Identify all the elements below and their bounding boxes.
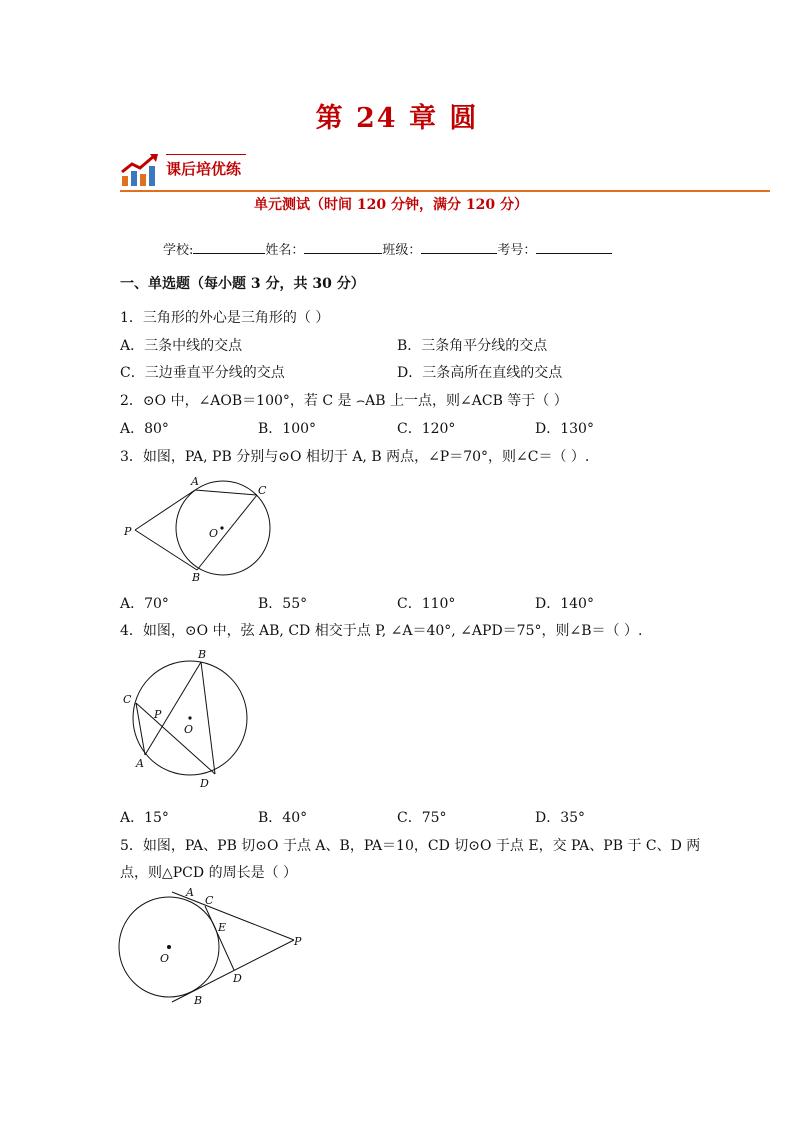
q3-figure bbox=[115, 472, 285, 587]
student-info-line bbox=[163, 239, 612, 258]
q5-label-p: P bbox=[294, 935, 302, 948]
q4-label-d: D bbox=[200, 777, 209, 790]
q5-label-o: O bbox=[160, 952, 170, 965]
name-blank[interactable] bbox=[304, 241, 382, 254]
examno-blank[interactable] bbox=[536, 241, 612, 254]
school-blank[interactable] bbox=[193, 241, 265, 254]
q3-label-c: C bbox=[258, 484, 267, 497]
q2-option-d: D．130° bbox=[535, 421, 594, 437]
q1-option-d: D．三条高所在直线的交点 bbox=[397, 365, 563, 381]
name-label: 姓名： bbox=[265, 243, 305, 258]
q1-option-b: B．三条角平分线的交点 bbox=[397, 338, 548, 354]
q5-label-e: E bbox=[218, 921, 227, 934]
examno-label: 考号： bbox=[497, 243, 537, 258]
brand-label: 课后培优练 bbox=[166, 160, 242, 178]
q5-figure bbox=[112, 884, 312, 1010]
q4-label-p: P bbox=[154, 708, 162, 721]
section-heading: 一、单选题（每小题 3 分，共 30 分） bbox=[120, 276, 365, 292]
q1-stem: 1．三角形的外心是三角形的（ ） bbox=[120, 310, 330, 326]
q1-option-c: C．三边垂直平分线的交点 bbox=[120, 365, 285, 381]
class-blank[interactable] bbox=[421, 241, 497, 254]
q5-stem-line1: 5．如图，PA、PB 切⊙O 于点 A、B，PA＝10，CD 切⊙O 于点 E，交 PA、PB 于 C、D 两 bbox=[120, 838, 701, 854]
q4-stem: 4．如图，⊙O 中，弦 AB, CD 相交于点 P, ∠A＝40°, ∠APD＝75°，则∠B＝（ ）. bbox=[120, 623, 643, 639]
q4-option-d: D．35° bbox=[535, 810, 586, 826]
q3-option-a: A．70° bbox=[120, 596, 169, 612]
q5-label-d: D bbox=[233, 972, 242, 985]
q3-label-a: A bbox=[191, 475, 199, 488]
q3-option-d: D．140° bbox=[535, 596, 594, 612]
q4-figure bbox=[118, 645, 258, 793]
page-title: 第 24 章 圆 bbox=[315, 103, 479, 134]
q4-option-b: B．40° bbox=[258, 810, 308, 826]
q4-option-a: A．15° bbox=[120, 810, 169, 826]
q2-option-c: C．120° bbox=[397, 421, 456, 437]
q3-label-p: P bbox=[124, 525, 132, 538]
q4-label-b: B bbox=[198, 648, 207, 661]
q2-option-a: A．80° bbox=[120, 421, 169, 437]
q4-label-a: A bbox=[136, 757, 144, 770]
class-label: 班级： bbox=[382, 243, 422, 258]
q2-stem: 2．⊙O 中，∠AOB＝100°，若 C 是 ⌢AB 上一点，则∠ACB 等于（ ） bbox=[120, 393, 568, 409]
q5-label-c: C bbox=[205, 894, 214, 907]
brand-logo bbox=[120, 152, 160, 188]
q3-label-o: O bbox=[209, 527, 219, 540]
q4-label-c: C bbox=[123, 693, 132, 706]
school-label: 学校: bbox=[163, 243, 194, 258]
header-rule bbox=[120, 190, 770, 192]
q3-option-c: C．110° bbox=[397, 596, 456, 612]
chart-up-icon bbox=[120, 152, 160, 188]
q4-option-c: C．75° bbox=[397, 810, 447, 826]
q5-label-a: A bbox=[186, 886, 194, 899]
q2-option-b: B．100° bbox=[258, 421, 317, 437]
q4-label-o: O bbox=[184, 723, 194, 736]
q3-option-b: B．55° bbox=[258, 596, 308, 612]
q3-label-b: B bbox=[192, 571, 201, 584]
subtitle: 单元测试（时间 120 分钟，满分 120 分） bbox=[254, 197, 528, 213]
q5-stem-line2: 点，则△PCD 的周长是（ ） bbox=[120, 865, 298, 881]
brand-divider bbox=[166, 154, 246, 155]
q1-option-a: A．三条中线的交点 bbox=[120, 338, 243, 354]
q5-label-b: B bbox=[194, 994, 203, 1007]
q3-stem: 3．如图，PA, PB 分别与⊙O 相切于 A, B 两点，∠P＝70°，则∠C＝（ ）. bbox=[120, 449, 590, 465]
